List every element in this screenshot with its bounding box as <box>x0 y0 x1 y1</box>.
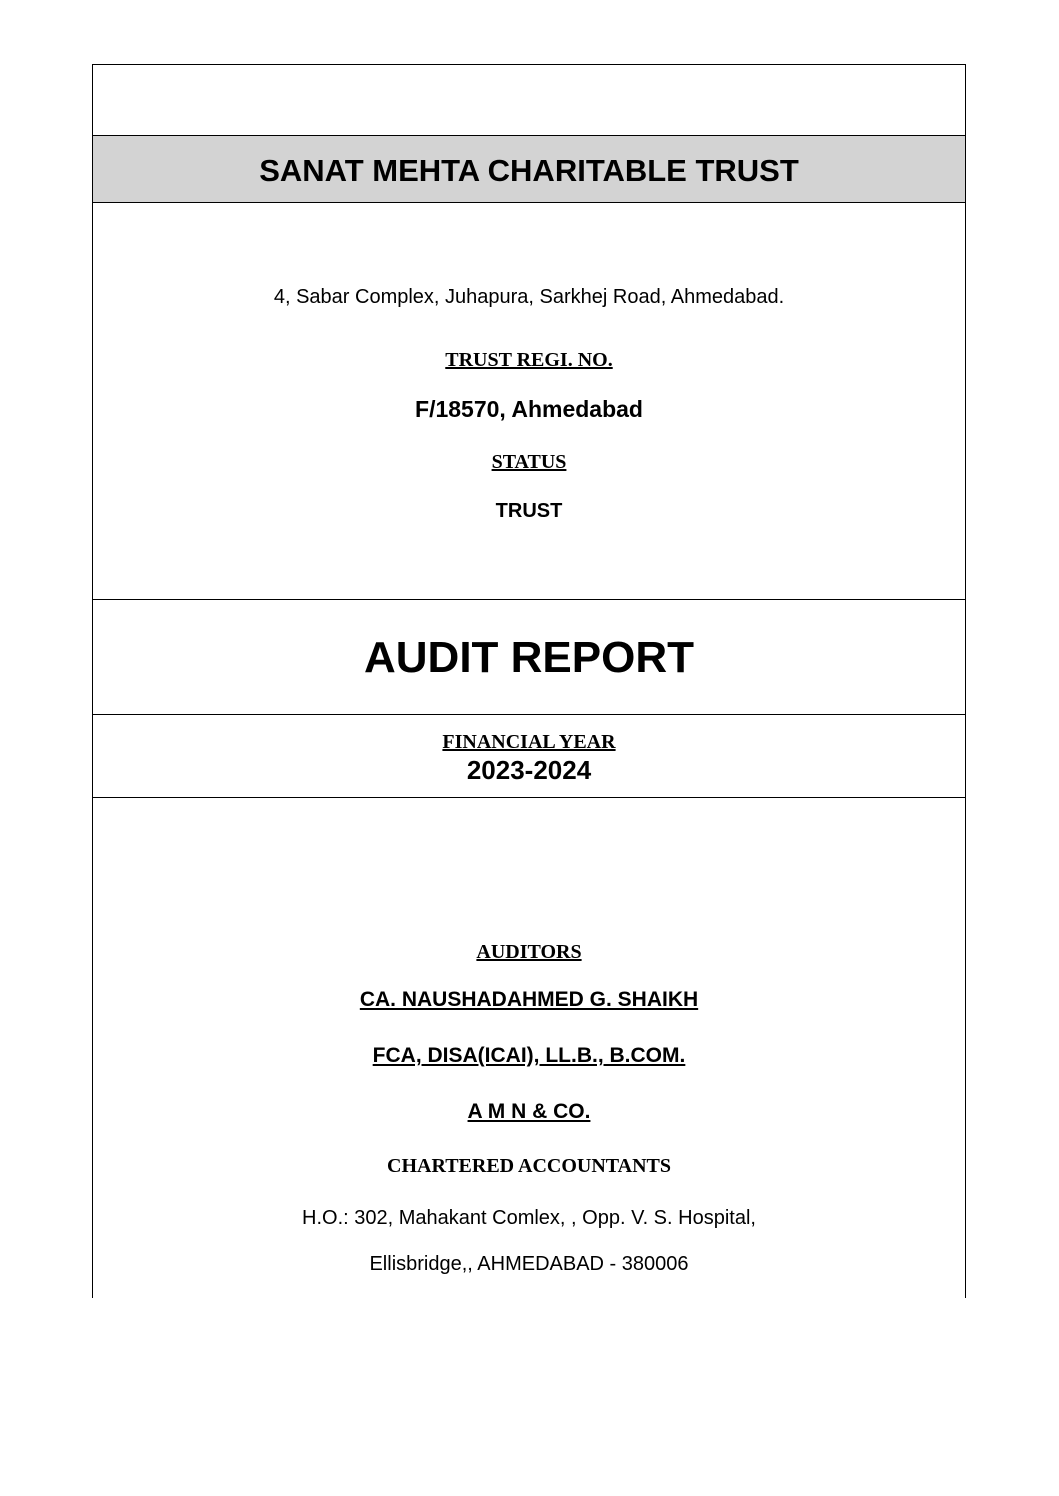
divider-top <box>92 135 966 136</box>
firm-type: CHARTERED ACCOUNTANTS <box>387 1155 671 1177</box>
auditor-name-text: CA. NAUSHADAHMED G. SHAIKH <box>359 988 699 1011</box>
financial-year-value: 2023-2024 <box>466 755 592 785</box>
trust-name: SANAT MEHTA CHARITABLE TRUST <box>259 153 799 188</box>
firm-name-text: A M N & CO. <box>467 1100 591 1123</box>
trust-reg-number: F/18570, Ahmedabad <box>415 396 643 422</box>
divider-status <box>92 599 966 600</box>
auditor-name <box>92 989 966 1010</box>
status-value: TRUST <box>495 500 563 522</box>
trust-address: 4, Sabar Complex, Juhapura, Sarkhej Road, Ahmedabad. <box>273 286 785 308</box>
report-title: AUDIT REPORT <box>364 633 694 682</box>
auditors-label-text: AUDITORS <box>476 941 582 963</box>
auditor-qualifications-text: FCA, DISA(ICAI), LL.B., B.COM. <box>372 1044 686 1067</box>
financial-year-label <box>92 732 966 752</box>
divider-title <box>92 202 966 203</box>
trust-reg-label <box>92 350 966 370</box>
status-label <box>92 452 966 472</box>
auditors-label <box>92 942 966 962</box>
status-label-text: STATUS <box>491 451 567 473</box>
trust-reg-label-text: TRUST REGI. NO. <box>445 349 613 371</box>
auditor-qualifications <box>92 1045 966 1066</box>
firm-name <box>92 1101 966 1122</box>
divider-report <box>92 714 966 715</box>
office-address-line2: Ellisbridge,, AHMEDABAD - 380006 <box>369 1253 689 1275</box>
office-address-line1: H.O.: 302, Mahakant Comlex, , Opp. V. S. Hospital, <box>302 1207 756 1229</box>
financial-year-label-text: FINANCIAL YEAR <box>442 731 616 753</box>
divider-financial-year <box>92 797 966 798</box>
